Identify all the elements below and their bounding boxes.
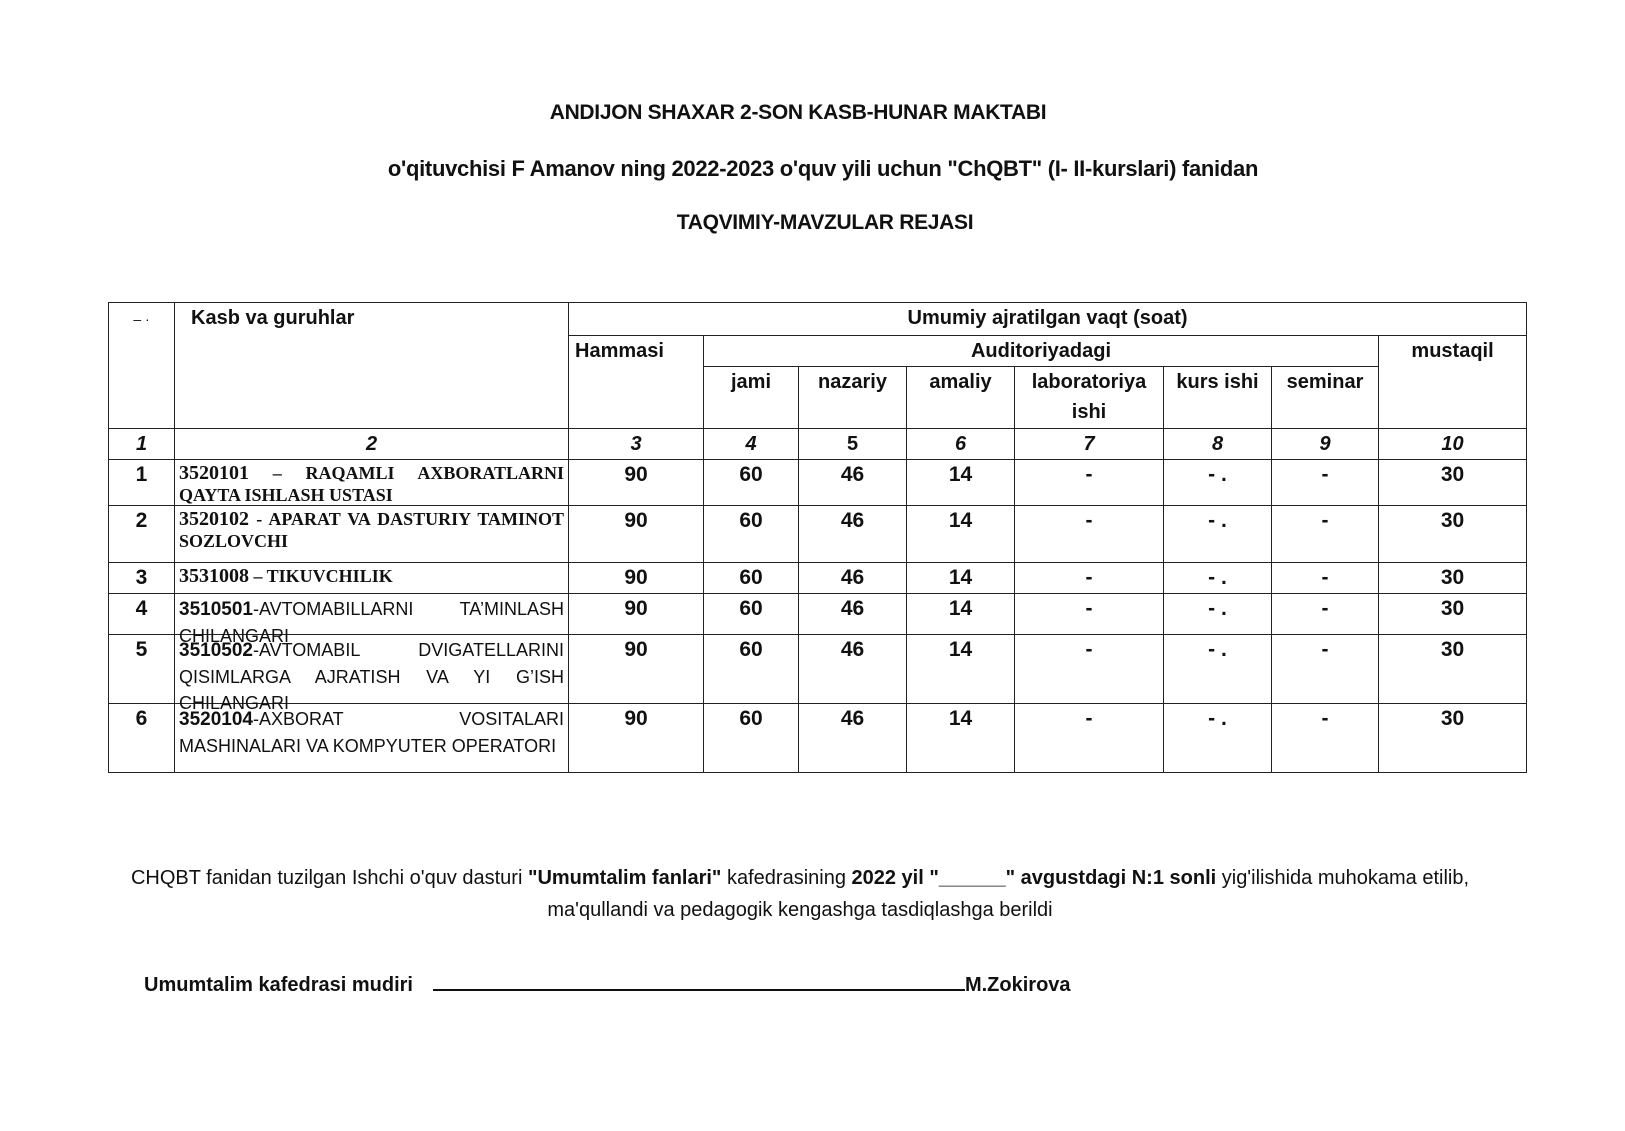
cell-amaliy: 14 [907, 563, 1015, 594]
cell-amaliy: 14 [907, 594, 1015, 635]
col-number: 1 [109, 429, 175, 460]
col-number: 6 [907, 429, 1015, 460]
approval-line-2: ma'qullandi va pedagogik kengashga tasdiqlashga berildi [547, 899, 1053, 921]
signature-label: Umumtalim kafedrasi mudiri [144, 974, 413, 996]
cell-amaliy: 14 [907, 704, 1015, 773]
cell-seminar: - [1272, 704, 1379, 773]
table-row [109, 460, 1527, 506]
corner-cell [109, 303, 175, 429]
row-name [175, 635, 569, 713]
cell-lab: - [1015, 594, 1164, 635]
cell-nazariy: 46 [799, 506, 907, 563]
row-code: 3510502 [179, 640, 253, 661]
row-number: 1 [109, 460, 175, 506]
row-name [175, 594, 569, 646]
cell-mustaqil: 30 [1379, 635, 1527, 704]
cell-nazariy: 46 [799, 563, 907, 594]
row-code: 3520104 [179, 709, 253, 730]
cell-kurs: - . [1164, 563, 1272, 594]
header-laboratoriya: laboratoriya ishi [1015, 367, 1164, 429]
cell-mustaqil: 30 [1379, 594, 1527, 635]
cell-jami: 60 [704, 704, 799, 773]
cell-seminar: - [1272, 506, 1379, 563]
signature-block [144, 971, 1071, 997]
cell-nazariy: 46 [799, 704, 907, 773]
cell-hammasi: 90 [569, 506, 704, 563]
note-text: yig'ilishida muhokama etilib, [1216, 867, 1470, 889]
row-title: – TIKUVCHILIK [249, 566, 393, 586]
row-code: 3510501 [179, 599, 253, 620]
cell-mustaqil: 30 [1379, 563, 1527, 594]
cell-kurs: - . [1164, 460, 1272, 506]
cell-jami: 60 [704, 563, 799, 594]
row-code: 3520102 [179, 508, 249, 530]
cell-amaliy: 14 [907, 506, 1015, 563]
cell-amaliy: 14 [907, 460, 1015, 506]
cell-kurs: - . [1164, 635, 1272, 704]
cell-lab: - [1015, 704, 1164, 773]
cell-lab: - [1015, 506, 1164, 563]
cell-lab: - [1015, 460, 1164, 506]
cell-nazariy: 46 [799, 635, 907, 704]
row-name [175, 563, 569, 594]
cell-seminar: - [1272, 460, 1379, 506]
cell-kurs: - . [1164, 506, 1272, 563]
header-mustaqil: mustaqil [1379, 336, 1527, 429]
cell-lab: - [1015, 635, 1164, 704]
header-jami: jami [704, 367, 799, 429]
cell-jami: 60 [704, 594, 799, 635]
cell-mustaqil: 30 [1379, 506, 1527, 563]
col-number: 9 [1272, 429, 1379, 460]
header-seminar: seminar [1272, 367, 1379, 429]
row-number: 6 [109, 704, 175, 773]
table-row [109, 635, 1527, 704]
row-name [175, 460, 569, 506]
hours-table [108, 302, 1527, 773]
col-number: 5 [799, 429, 907, 460]
col-number: 2 [175, 429, 569, 460]
note-text: kafedrasining [721, 867, 852, 889]
row-title: -AVTOMABIL DVIGATELLARINI QISIMLARGA AJRATISH VA YI G’ISH CHILANGARI [179, 640, 564, 713]
table-row [109, 594, 1527, 635]
header-kasb: Kasb va guruhlar [175, 303, 569, 429]
row-code: 3520101 [179, 462, 249, 484]
header-kurs-ishi: kurs ishi [1164, 367, 1272, 429]
cell-kurs: - . [1164, 594, 1272, 635]
cell-seminar: - [1272, 635, 1379, 704]
cell-seminar: - [1272, 594, 1379, 635]
table-row [109, 563, 1527, 594]
row-title: – RAQAMLI AXBORATLARNI QAYTA ISHLASH USTASI [179, 463, 564, 505]
cell-jami: 60 [704, 460, 799, 506]
cell-jami: 60 [704, 635, 799, 704]
corner-mark: – · [133, 311, 150, 327]
row-number: 4 [109, 594, 175, 635]
approval-note [0, 862, 1600, 926]
cell-hammasi: 90 [569, 635, 704, 704]
col-number: 10 [1379, 429, 1527, 460]
cell-hammasi: 90 [569, 460, 704, 506]
approval-line-1 [0, 862, 1600, 894]
col-number: 8 [1164, 429, 1272, 460]
row-number: 2 [109, 506, 175, 563]
col-number: 3 [569, 429, 704, 460]
col-number: 7 [1015, 429, 1164, 460]
row-title: -AXBORAT VOSITALARI MASHINALARI VA KOMPYUTER OPERATORI [179, 709, 564, 756]
signature-name: M.Zokirova [964, 974, 1071, 996]
header-auditoriya: Auditoriyadagi [704, 336, 1379, 367]
table-row [109, 704, 1527, 773]
cell-lab: - [1015, 563, 1164, 594]
note-text: CHQBT fanidan tuzilgan Ishchi o'quv dasturi [130, 867, 528, 889]
signature-line [433, 971, 965, 991]
cell-hammasi: 90 [569, 563, 704, 594]
note-kafedra: "Umumtalim fanlari" [527, 867, 722, 889]
note-date: 2022 yil "______" avgustdagi N:1 sonli [851, 867, 1217, 889]
teacher-subtitle: o'qituvchisi F Amanov ning 2022-2023 o'quv yili uchun "ChQBT" (I- II-kurslari) fanidan [387, 156, 1259, 181]
cell-mustaqil: 30 [1379, 704, 1527, 773]
header-umumiy: Umumiy ajratilgan vaqt (soat) [569, 303, 1527, 336]
cell-nazariy: 46 [799, 594, 907, 635]
header-nazariy: nazariy [799, 367, 907, 429]
cell-mustaqil: 30 [1379, 460, 1527, 506]
cell-hammasi: 90 [569, 704, 704, 773]
row-number: 5 [109, 635, 175, 704]
plan-title: TAQVIMIY-MAVZULAR REJASI [676, 211, 974, 234]
cell-seminar: - [1272, 563, 1379, 594]
table-row [109, 506, 1527, 563]
row-title: -AVTOMABILLARNI TA’MINLASH CHILANGARI [179, 599, 564, 646]
row-name [175, 704, 569, 773]
row-code: 3531008 [179, 565, 249, 587]
cell-kurs: - . [1164, 704, 1272, 773]
cell-jami: 60 [704, 506, 799, 563]
cell-hammasi: 90 [569, 594, 704, 635]
cell-amaliy: 14 [907, 635, 1015, 704]
school-title: ANDIJON SHAXAR 2-SON KASB-HUNAR MAKTABI [549, 101, 1047, 124]
header-hammasi: Hammasi [569, 336, 704, 429]
row-name [175, 506, 569, 563]
cell-nazariy: 46 [799, 460, 907, 506]
header-amaliy: amaliy [907, 367, 1015, 429]
col-number: 4 [704, 429, 799, 460]
row-number: 3 [109, 563, 175, 594]
row-title: - APARAT VA DASTURIY TAMINOT SOZLOVCHI [179, 509, 564, 551]
